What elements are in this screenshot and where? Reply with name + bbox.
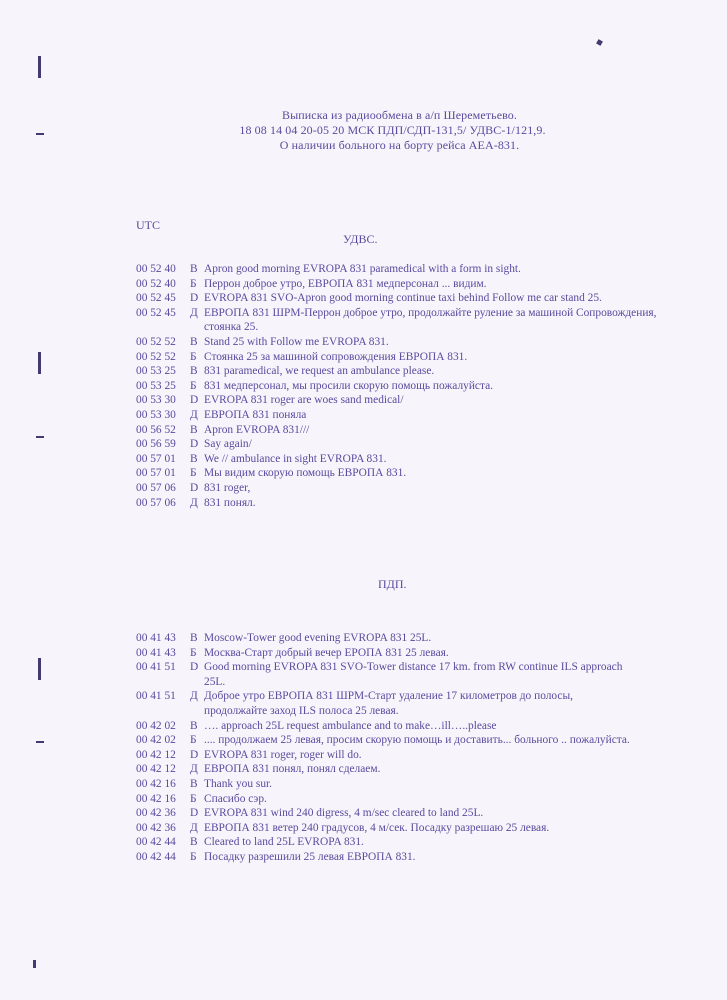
- log-entry: [136, 335, 696, 350]
- log-time: 00 53 30: [136, 394, 176, 407]
- log-speaker: В: [190, 836, 198, 849]
- document-header: [0, 108, 727, 153]
- log-entry: [136, 496, 696, 511]
- log-entry: [136, 379, 696, 394]
- log-speaker: D: [190, 394, 199, 407]
- log-text: Доброе утро ЕВРОПА 831 ШРМ-Старт удаление 17 километров до полосы, продолжайте заход ILS полоса 25 левая.: [204, 690, 573, 717]
- log-entry: [136, 306, 696, 335]
- log-text: 831 медперсонал, мы просили скорую помощь пожалуйста.: [204, 379, 494, 392]
- log-time: 00 41 51: [136, 690, 176, 703]
- log-speaker: Б: [190, 467, 197, 480]
- log-speaker: Б: [190, 350, 197, 363]
- log-entry: [136, 719, 636, 734]
- log-entry: [136, 689, 636, 718]
- log-speaker: Б: [190, 850, 197, 863]
- section-title-pdp: ПДП.: [378, 577, 407, 591]
- log-speaker: В: [190, 719, 198, 732]
- log-time: 00 57 06: [136, 496, 176, 509]
- log-entry: [136, 821, 636, 836]
- log-entry: [136, 262, 696, 277]
- log-speaker: В: [190, 452, 198, 465]
- log-text: Спасибо сэр.: [204, 792, 267, 805]
- utc-label: UTC: [136, 218, 160, 232]
- log-speaker: Б: [190, 379, 197, 392]
- log-text: Moscow-Tower good evening EVROPA 831 25L.: [204, 632, 432, 644]
- log-text: EVROPA 831 roger are woes sand medical/: [204, 394, 404, 407]
- log-text: We // ambulance in sight EVROPA 831.: [204, 452, 387, 465]
- log-text: Apron EVROPA 831///: [204, 423, 310, 436]
- scan-mark: [596, 39, 603, 46]
- log-entry: [136, 452, 696, 467]
- scan-mark: [38, 658, 41, 680]
- log-time: 00 56 59: [136, 438, 176, 451]
- radio-log-pdp: [136, 631, 636, 865]
- log-speaker: Д: [190, 306, 198, 319]
- log-text: 831 понял.: [204, 496, 256, 509]
- log-text: 831 paramedical, we request an ambulance please.: [204, 365, 435, 378]
- header-title: Выписка из радиообмена в а/п Шереметьево.: [281, 108, 518, 122]
- log-entry: [136, 277, 696, 292]
- log-time: 00 42 12: [136, 748, 176, 761]
- log-text: ЕВРОПА 831 ветер 240 градусов, 4 м/сек. Посадку разрешаю 25 левая.: [204, 821, 550, 834]
- log-text: Apron good morning EVROPA 831 paramedical with a form in sight.: [204, 263, 521, 275]
- header-subject: О наличии больного на борту рейса АЕА-831.: [279, 138, 520, 152]
- log-speaker: D: [190, 292, 199, 305]
- log-text: Say again/: [204, 438, 252, 451]
- log-text: Cleared to land 25L EVROPA 831.: [204, 836, 364, 849]
- log-time: 00 42 36: [136, 821, 176, 834]
- log-speaker: В: [190, 365, 198, 378]
- log-time: 00 42 16: [136, 792, 176, 805]
- log-speaker: Б: [190, 277, 197, 290]
- log-time: 00 52 40: [136, 277, 176, 290]
- log-time: 00 42 44: [136, 836, 176, 849]
- log-time: 00 53 25: [136, 365, 176, 378]
- log-entry: [136, 835, 636, 850]
- log-entry: [136, 408, 696, 423]
- log-time: 00 42 16: [136, 777, 176, 790]
- log-speaker: D: [190, 807, 199, 820]
- log-entry: [136, 792, 636, 807]
- log-entry: [136, 762, 636, 777]
- scan-mark: [38, 56, 41, 78]
- log-entry: [136, 777, 636, 792]
- log-speaker: Д: [190, 408, 198, 421]
- log-text: EVROPA 831 SVO-Apron good morning continue taxi behind Follow me car stand 25.: [204, 292, 602, 305]
- log-text: Перрон доброе утро, ЕВРОПА 831 медперсонал ... видим.: [204, 277, 487, 290]
- log-speaker: D: [190, 481, 199, 494]
- log-time: 00 53 25: [136, 379, 176, 392]
- log-speaker: D: [190, 661, 199, 674]
- scan-mark: [33, 960, 36, 968]
- log-time: 00 52 52: [136, 350, 176, 363]
- log-entry: [136, 481, 696, 496]
- log-speaker: В: [190, 335, 198, 348]
- log-time: 00 53 30: [136, 408, 176, 421]
- log-entry: [136, 364, 696, 379]
- log-text: …. approach 25L request ambulance and to make…ill…..please: [204, 719, 497, 732]
- log-text: .... продолжаем 25 левая, просим скорую помощь и доставить... больного .. пожалуйста.: [204, 734, 630, 747]
- log-text: ЕВРОПА 831 ШРМ-Перрон доброе утро, продолжайте руление за машиной Сопровождения, стоянка 25.: [204, 306, 657, 334]
- scan-mark: [36, 436, 44, 438]
- log-entry: [136, 291, 696, 306]
- section-title-udvs: УДВС.: [343, 232, 378, 246]
- log-entry: [136, 806, 636, 821]
- log-speaker: D: [190, 438, 199, 451]
- log-speaker: В: [190, 423, 198, 436]
- log-text: Стоянка 25 за машиной сопровождения ЕВРОПА 831.: [204, 350, 468, 363]
- log-time: 00 41 51: [136, 661, 176, 674]
- log-time: 00 56 52: [136, 423, 176, 436]
- log-text: 831 roger,: [204, 481, 251, 494]
- log-entry: [136, 423, 696, 438]
- log-time: 00 42 02: [136, 719, 176, 732]
- log-speaker: Д: [190, 763, 198, 776]
- radio-log-udvs: [136, 262, 696, 510]
- log-text: Thank you sur.: [204, 777, 273, 790]
- log-text: EVROPA 831 roger, roger will do.: [204, 748, 362, 761]
- log-time: 00 57 01: [136, 452, 176, 465]
- log-entry: [136, 646, 636, 661]
- log-time: 00 42 12: [136, 763, 176, 776]
- log-text: Мы видим скорую помощь ЕВРОПА 831.: [204, 467, 407, 480]
- log-speaker: В: [190, 263, 198, 275]
- log-speaker: Д: [190, 821, 198, 834]
- log-text: Good morning EVROPA 831 SVO-Tower distance 17 km. from RW continue ILS approach 25L.: [204, 661, 623, 688]
- log-entry: [136, 631, 636, 646]
- log-text: Stand 25 with Follow me EVROPA 831.: [204, 335, 389, 348]
- log-time: 00 42 44: [136, 850, 176, 863]
- log-time: 00 57 06: [136, 481, 176, 494]
- log-entry: [136, 850, 636, 865]
- log-speaker: Д: [190, 690, 198, 703]
- log-speaker: Б: [190, 792, 197, 805]
- log-time: 00 52 52: [136, 335, 176, 348]
- log-time: 00 42 36: [136, 807, 176, 820]
- log-time: 00 41 43: [136, 632, 176, 644]
- log-time: 00 52 40: [136, 263, 176, 275]
- log-speaker: В: [190, 632, 198, 644]
- scan-mark: [36, 741, 44, 743]
- log-speaker: Б: [190, 734, 197, 747]
- log-entry: [136, 733, 636, 748]
- header-info: 18 08 14 04 20-05 20 МСК ПДП/СДП-131,5/ УДВС-1/121,9.: [239, 123, 546, 137]
- log-speaker: D: [190, 748, 199, 761]
- log-time: 00 52 45: [136, 306, 176, 319]
- log-entry: [136, 437, 696, 452]
- scan-mark: [38, 352, 41, 374]
- log-entry: [136, 748, 636, 763]
- log-speaker: В: [190, 777, 198, 790]
- log-time: 00 52 45: [136, 292, 176, 305]
- log-speaker: Д: [190, 496, 198, 509]
- log-text: EVROPA 831 wind 240 digress, 4 m/sec cleared to land 25L.: [204, 807, 484, 820]
- log-entry: [136, 660, 636, 689]
- log-entry: [136, 350, 696, 365]
- log-time: 00 41 43: [136, 646, 176, 659]
- log-text: Посадку разрешили 25 левая ЕВРОПА 831.: [204, 850, 416, 863]
- log-text: Москва-Старт добрый вечер ЕРОПА 831 25 левая.: [204, 646, 449, 659]
- log-entry: [136, 466, 696, 481]
- log-time: 00 42 02: [136, 734, 176, 747]
- log-time: 00 57 01: [136, 467, 176, 480]
- log-entry: [136, 393, 696, 408]
- log-speaker: Б: [190, 646, 197, 659]
- log-text: ЕВРОПА 831 понял, понял сделаем.: [204, 763, 381, 776]
- log-text: ЕВРОПА 831 поняла: [204, 408, 307, 421]
